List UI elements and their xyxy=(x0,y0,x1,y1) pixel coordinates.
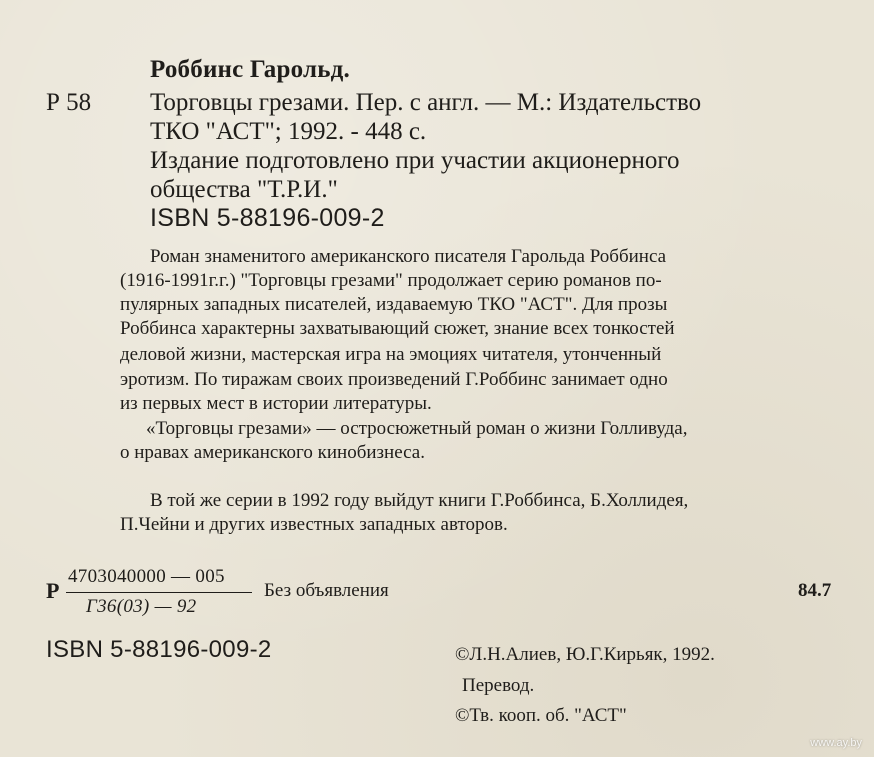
classification-denominator: Г36(03) — 92 xyxy=(86,596,197,617)
series-note-line: В той же серии в 1992 году выйдут книги Г.Роббинса, Б.Холлидея, xyxy=(150,490,689,511)
no-ads-note: Без объявления xyxy=(264,580,389,601)
classification-code: 84.7 xyxy=(798,580,832,601)
classification-numerator: 4703040000 — 005 xyxy=(68,566,225,587)
title-line: ТКО "АСТ"; 1992. - 448 с. xyxy=(150,118,427,145)
annotation-line: Роман знаменитого американского писателя Гарольда Роббинса xyxy=(150,246,667,267)
isbn-header: ISBN 5-88196-009-2 xyxy=(150,204,385,232)
annotation-line: эротизм. По тиражам своих произведений Г.Роббинс занимает одно xyxy=(120,369,668,390)
annotation-line: из первых мест в истории литературы. xyxy=(120,393,432,414)
catalog-code: Р 58 xyxy=(46,89,92,116)
title-line: Торговцы грезами. Пер. с англ. — М.: Издательство xyxy=(150,89,702,116)
copyright-line: ©Л.Н.Алиев, Ю.Г.Кирьяк, 1992. xyxy=(455,644,715,665)
copyright-line: ©Тв. кооп. об. "АСТ" xyxy=(455,705,627,726)
edition-note-line: общества "Т.Р.И." xyxy=(150,176,338,203)
edition-note-line: Издание подготовлено при участии акционерного xyxy=(150,147,680,174)
watermark: www.ay.by xyxy=(810,737,862,749)
annotation-line: (1916-1991г.г.) "Торговцы грезами" продолжает серию романов по- xyxy=(120,270,662,291)
isbn-footer: ISBN 5-88196-009-2 xyxy=(46,636,272,663)
series-note-line: П.Чейни и других известных западных авторов. xyxy=(120,514,508,535)
annotation-line: пулярных западных писателей, издаваемую ТКО "АСТ". Для прозы xyxy=(120,294,668,315)
copyright-line: Перевод. xyxy=(462,675,535,696)
imprint-letter: Р xyxy=(46,578,60,603)
author-name: Роббинс Гарольд. xyxy=(150,56,350,83)
fraction-divider xyxy=(66,592,252,593)
annotation-line: о нравах американского кинобизнеса. xyxy=(120,442,425,463)
annotation-line: Роббинса характерны захватывающий сюжет, знание всех тонкостей xyxy=(120,318,675,339)
annotation-line: «Торговцы грезами» — остросюжетный роман о жизни Голливуда, xyxy=(146,418,688,439)
annotation-line: деловой жизни, мастерская игра на эмоциях читателя, утонченный xyxy=(120,344,662,365)
